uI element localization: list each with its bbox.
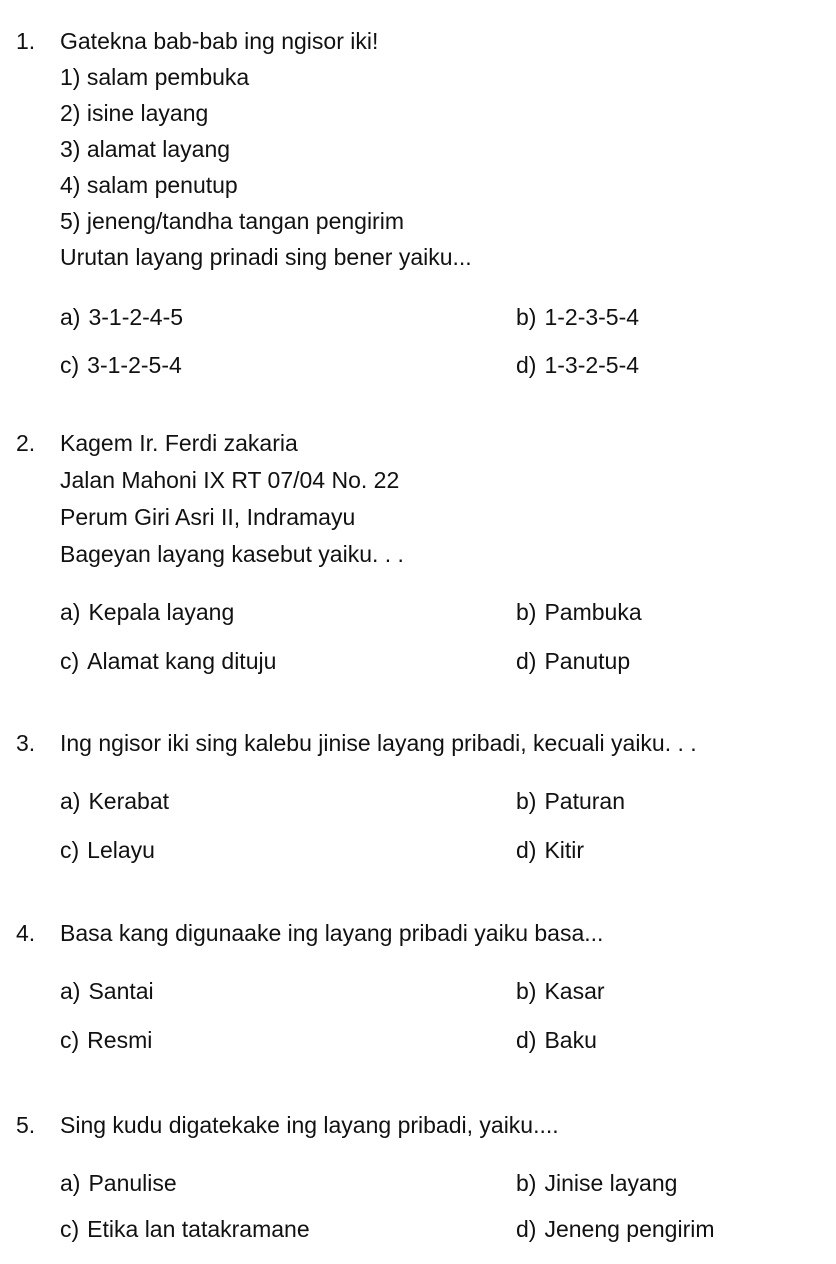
question-line: 3) alamat layang [60, 136, 231, 162]
question-prompt: Sing kudu digatekake ing layang pribadi, yaiku.... [60, 1112, 559, 1138]
option-letter: a) [60, 599, 81, 625]
option-c[interactable] [60, 1023, 152, 1058]
option-text: Baku [544, 1027, 597, 1053]
option-letter: d) [516, 1216, 537, 1242]
question-line: Urutan layang prinadi sing bener yaiku... [60, 244, 472, 270]
question-line: 1) salam pembuka [60, 64, 250, 90]
option-b[interactable] [516, 1166, 677, 1201]
option-b[interactable] [516, 974, 605, 1009]
option-text: Kasar [544, 978, 605, 1004]
option-letter: c) [60, 1216, 80, 1242]
option-text: 3-1-2-5-4 [87, 352, 182, 378]
option-letter: c) [60, 352, 80, 378]
option-text: Etika lan tatakramane [87, 1216, 310, 1242]
question-line: Jalan Mahoni IX RT 07/04 No. 22 [60, 467, 400, 493]
option-b[interactable] [516, 595, 642, 630]
option-letter: d) [516, 837, 537, 863]
question-line: 4) salam penutup [60, 172, 238, 198]
option-letter: b) [516, 1170, 537, 1196]
option-text: Panutup [544, 648, 631, 674]
option-text: Pambuka [544, 599, 642, 625]
option-b[interactable] [516, 300, 639, 335]
option-c[interactable] [60, 1212, 310, 1247]
option-d[interactable] [516, 644, 630, 679]
question-line: 2) isine layang [60, 100, 209, 126]
option-a[interactable] [60, 974, 154, 1009]
question-number: 3. [16, 730, 36, 756]
question-prompt: Ing ngisor iki sing kalebu jinise layang pribadi, kecuali yaiku. . . [60, 730, 697, 756]
option-letter: a) [60, 304, 81, 330]
option-letter: c) [60, 648, 80, 674]
option-text: Panulise [88, 1170, 177, 1196]
option-letter: b) [516, 599, 537, 625]
question-number: 4. [16, 920, 36, 946]
option-text: Alamat kang dituju [87, 648, 277, 674]
option-c[interactable] [60, 644, 276, 679]
option-letter: d) [516, 1027, 537, 1053]
option-letter: b) [516, 978, 537, 1004]
question-number: 2. [16, 430, 36, 456]
option-d[interactable] [516, 348, 639, 383]
option-b[interactable] [516, 784, 625, 819]
option-letter: b) [516, 304, 537, 330]
option-text: Santai [88, 978, 154, 1004]
option-d[interactable] [516, 1212, 715, 1247]
option-letter: a) [60, 1170, 81, 1196]
option-text: Jinise layang [544, 1170, 678, 1196]
question-line: Bageyan layang kasebut yaiku. . . [60, 541, 404, 567]
question-line: Perum Giri Asri II, Indramayu [60, 504, 356, 530]
question-prompt: Basa kang digunaake ing layang pribadi yaiku basa... [60, 920, 604, 946]
option-letter: a) [60, 788, 81, 814]
question-number: 1. [16, 28, 36, 54]
option-text: 1-2-3-5-4 [544, 304, 640, 330]
option-d[interactable] [516, 833, 584, 868]
question-line: 5) jeneng/tandha tangan pengirim [60, 208, 404, 234]
option-letter: d) [516, 352, 537, 378]
option-a[interactable] [60, 300, 183, 335]
option-c[interactable] [60, 348, 182, 383]
option-d[interactable] [516, 1023, 597, 1058]
option-letter: a) [60, 978, 81, 1004]
option-letter: c) [60, 1027, 80, 1053]
option-text: Kepala layang [88, 599, 235, 625]
question-prompt: Kagem Ir. Ferdi zakaria [60, 430, 298, 456]
option-text: 1-3-2-5-4 [544, 352, 640, 378]
option-text: 3-1-2-4-5 [88, 304, 184, 330]
option-text: Kerabat [88, 788, 170, 814]
option-letter: c) [60, 837, 80, 863]
option-letter: d) [516, 648, 537, 674]
question-number: 5. [16, 1112, 36, 1138]
option-text: Jeneng pengirim [544, 1216, 715, 1242]
option-a[interactable] [60, 595, 234, 630]
option-text: Paturan [544, 788, 626, 814]
option-a[interactable] [60, 784, 169, 819]
option-text: Resmi [87, 1027, 153, 1053]
option-a[interactable] [60, 1166, 177, 1201]
option-c[interactable] [60, 833, 155, 868]
question-prompt: Gatekna bab-bab ing ngisor iki! [60, 28, 379, 54]
option-text: Lelayu [87, 837, 155, 863]
option-text: Kitir [544, 837, 585, 863]
option-letter: b) [516, 788, 537, 814]
